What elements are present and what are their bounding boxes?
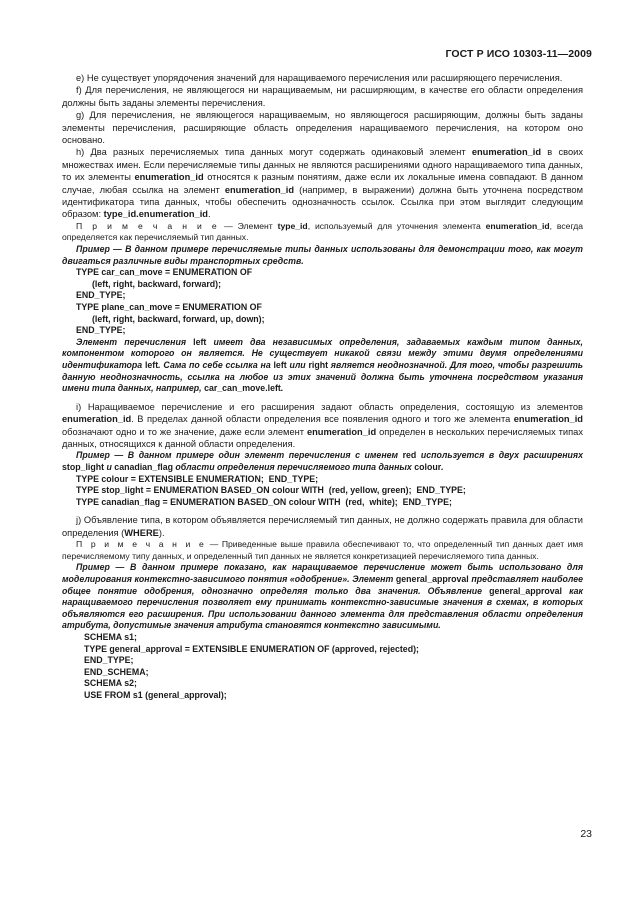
term-general-approval: general_approval [395, 573, 469, 584]
note-1-text-1: — Элемент [219, 220, 278, 231]
page-number: 23 [580, 828, 592, 840]
example-2-text-5: . [441, 462, 444, 472]
term-enumeration-id: enumeration_id [485, 220, 550, 231]
code-line: USE FROM s1 (general_approval); [84, 689, 227, 700]
item-h-text-2: в своих множествах имен. Если перечисляемые типы данных не являются расширениями одного наращиваемого типа данных, то их элементы [62, 147, 583, 183]
item-h-text-1: h) Два разных перечисляемых типа данных могут содержать одинаковый элемент [76, 147, 472, 158]
item-j [62, 514, 583, 539]
term-enumeration-id: enumeration_id [62, 414, 132, 425]
term-left: left [273, 360, 287, 370]
note-2-text-1: — Приведенные выше правила обеспечивают то, что определенный тип данных дает имя перечисляемому типу данных, и определенный тип данных не является конкретизацией перечисляемого типа данных. [62, 539, 583, 561]
item-j-text-1: j) Объявление типа, в котором объявляется перечисляемый тип данных, не должно содержать правила для области определения ( [62, 515, 583, 538]
item-g: g) Для перечисления, не являющегося наращиваемым, но являющегося расширяющим, должны быть заданы элементы перечисления, расширяющие область определения наращиваемого перечисления, на котором оно основано. [62, 110, 583, 146]
term-enumeration-id: enumeration_id [134, 172, 204, 183]
term-enumeration-id: enumeration_id [471, 147, 542, 158]
code-line: TYPE plane_can_move = ENUMERATION OF [76, 302, 262, 313]
example-3-text-3: как наращиваемого перечисления позволяет ему принимать контекстно-зависимые значения в схемах, в которых объявляются его расширения. При использовании данного элемента для представления области определения атрибута, допустимые значения атрибута становятся контекстно зависимыми. [62, 585, 583, 631]
term-enumeration-id: enumeration_id [513, 414, 583, 425]
example-1-text-2: имеет два независимых определения, задаваемых каждым типом данных, компонентом которого он является. Не существует никакой связи между этими двумя определениями идентификатора [62, 336, 583, 370]
page-content [62, 72, 583, 702]
item-i-text-3: обозначают одно и то же значение, даже если элемент [62, 426, 307, 437]
example-1-explanation [62, 337, 583, 395]
example-3-text-1: Пример — В данном примере показано, как наращиваемое перечисление может быть использовано для моделирования контекстно-зависимого понятия «одобрение». Элемент [62, 562, 583, 584]
code-line: END_TYPE; [84, 655, 134, 666]
term-where: WHERE [124, 527, 159, 538]
example-2-text-3: и [104, 462, 115, 472]
code-line: END_SCHEMA; [84, 666, 149, 677]
example-3-intro [62, 562, 583, 632]
example-1-text-6: . [280, 383, 284, 394]
term-car-can-move-left: car_can_move.left [204, 383, 281, 394]
note-label: П р и м е ч а н и е [76, 220, 220, 231]
note-label: П р и м е ч а н и е [76, 539, 207, 550]
example-1-text-4: или [286, 360, 309, 370]
code-line: TYPE car_can_move = ENUMERATION OF [76, 267, 253, 278]
term-colour: colour [414, 462, 442, 472]
note-1-text-3: , всегда определяется как перечисляемый тип данных. [62, 220, 584, 243]
item-i-text-1: i) Наращиваемое перечисление и его расширения задают область определения, состоящую из элементов [76, 401, 583, 412]
example-1-text-1: Элемент перечисления [76, 336, 194, 347]
term-type-id-enumeration-id: type_id.enumeration_id [103, 209, 208, 220]
note-2 [62, 539, 583, 562]
code-line: (left, right, backward, forward, up, down); [92, 313, 265, 324]
code-line: TYPE canadian_flag = ENUMERATION BASED_ON colour WITH (red, white); END_TYPE; [76, 496, 452, 507]
item-e: е) Не существует упорядочения значений для наращиваемого перечисления или расширяющего перечисления. [76, 73, 563, 83]
example-2-text-1: Пример — В данном примере один элемент перечисления с именем [76, 450, 403, 461]
term-type-id: type_id [277, 220, 308, 231]
item-f: f) Для перечисления, не являющегося ни наращиваемым, ни расширяющим, в качестве его области определения должны быть заданы элементы перечисления. [62, 85, 583, 108]
item-j-text-2: ). [158, 527, 165, 538]
note-1 [62, 221, 583, 244]
item-h-text-4: (например, в выражении) должна быть уточнена посредством идентификатора типа данных, чтобы обеспечить однозначность ссылок. Ссылка при этом выглядит следующим образом: [62, 184, 583, 220]
item-i-text-2: . В пределах данной области определения все появления одного и того же элемента [131, 414, 514, 425]
code-line: END_TYPE; [76, 325, 126, 336]
example-2-text-4: области определения перечисляемого типа данных [172, 462, 415, 472]
code-line: SCHEMA s2; [84, 678, 137, 689]
term-canadian-flag: canadian_flag [114, 462, 173, 472]
code-line: TYPE colour = EXTENSIBLE ENUMERATION; END_TYPE; [76, 473, 319, 484]
term-red: red [402, 450, 417, 461]
term-stop-light: stop_light [62, 462, 105, 472]
example-1-text-3: . Сама по себе ссылка на [158, 360, 274, 370]
code-line: (left, right, backward, forward); [92, 278, 222, 289]
document-header: ГОСТ Р ИСО 10303-11—2009 [445, 48, 592, 60]
example-2-text-2: используется в двух расширениях [416, 450, 583, 461]
code-line: SCHEMA s1; [84, 631, 137, 642]
note-1-text-2: , используемый для уточнения элемента [307, 220, 486, 231]
item-i [62, 401, 583, 451]
item-h-text-3: относятся к разным понятиям, даже если их локальные имена совпадают. В данном случае, любая ссылка на элемент [62, 172, 583, 195]
term-left: left [193, 336, 207, 347]
term-general-approval: general_approval [489, 585, 562, 596]
code-line: END_TYPE; [76, 290, 126, 301]
example-2-intro [62, 450, 583, 473]
example-1-intro: Пример — В данном примере перечисляемые типы данных использованы для демонстрации того, как могут двигаться различные виды транспортных средств. [62, 244, 583, 266]
term-enumeration-id: enumeration_id [306, 426, 377, 437]
term-enumeration-id: enumeration_id [224, 184, 295, 195]
code-line: TYPE general_approval = EXTENSIBLE ENUMERATION OF (approved, rejected); [84, 643, 419, 654]
example-1-text-5: является неоднозначной. Для того, чтобы разрешить данную неоднозначность, ссылка на любое из этих значений должна быть уточнена посредством указания имени типа данных, например, [62, 360, 584, 394]
item-h-text-5: . [207, 209, 211, 220]
code-line: TYPE stop_light = ENUMERATION BASED_ON colour WITH (red, yellow, green); END_TYPE; [76, 485, 466, 496]
item-i-text-4: определен в нескольких перечисляемых типах данных, относящихся к данной области определения. [62, 426, 583, 449]
term-right: right [308, 360, 328, 370]
example-3-text-2: представляет наиболее общее понятие одобрения, однозначно определяя только два значения. Объявление [62, 573, 583, 596]
item-h [62, 146, 583, 220]
term-left: left [144, 360, 159, 370]
